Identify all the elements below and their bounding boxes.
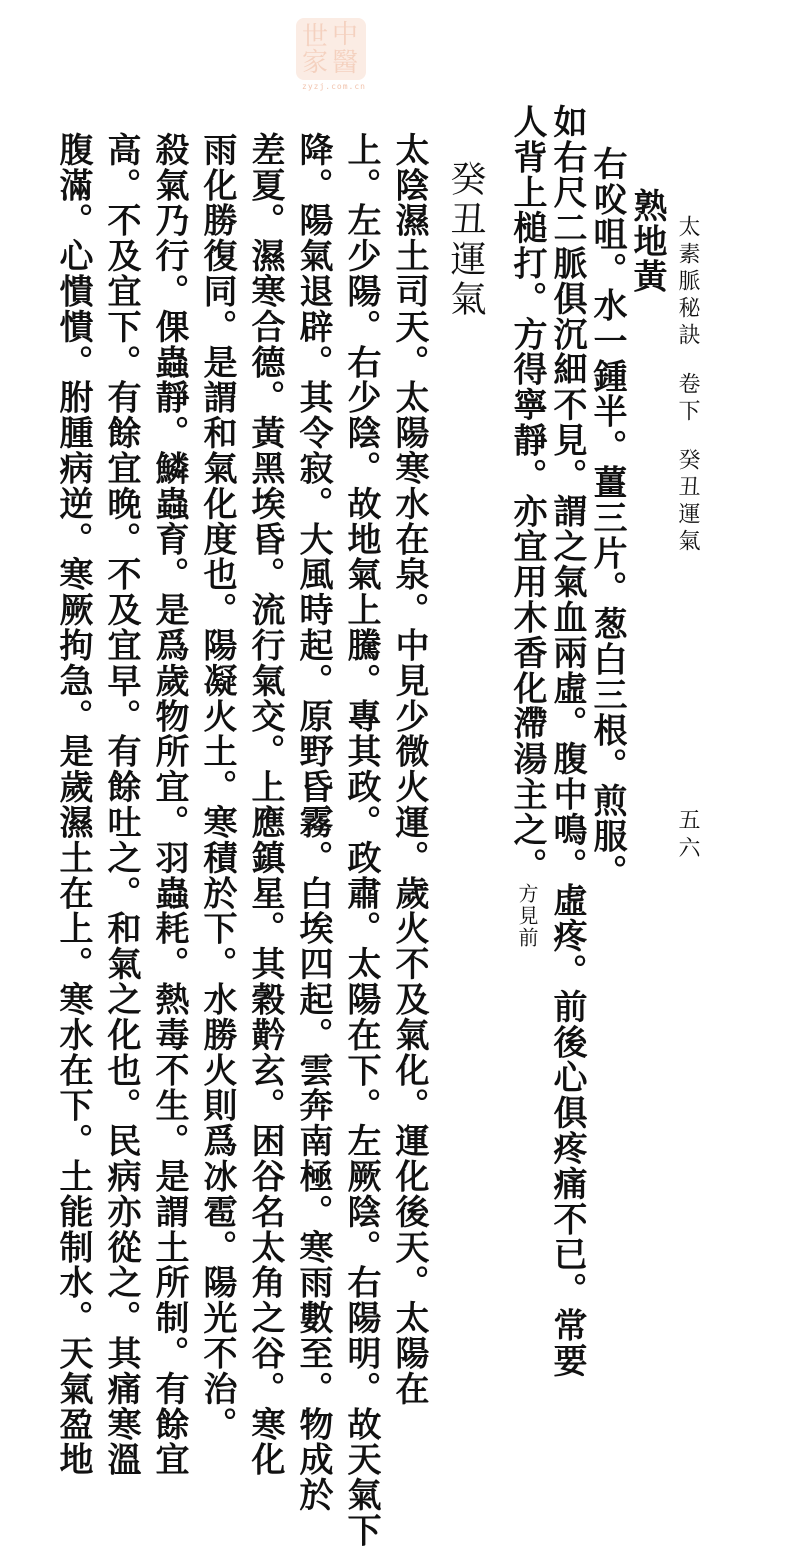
text-column-7: 上。左少陽。右少陰。故地氣上騰。專其政。政肅。太陽在下。左厥陰。右陽明。故天氣下 [341, 132, 381, 1548]
page-number: 五六 [675, 808, 700, 864]
text-column-11: 殺氣乃行。倮蟲靜。鱗蟲育。是爲歲物所宜。羽蟲耗。熱毒不生。是謂土所制。有餘宜 [149, 132, 189, 1478]
running-head [674, 215, 700, 556]
watermark-url: zyzj.com.cn [302, 82, 366, 91]
text-column-2: 右㕮咀。水一鍾半。薑三片。葱白三根。煎服。 [587, 146, 627, 890]
text-column-1: 熟地黃 [627, 188, 667, 295]
text-column-12: 高。不及宜下。有餘宜晚。不及宜早。有餘吐之。和氣之化也。民病亦從之。其痛寒溫 [101, 132, 141, 1478]
section-label: 癸丑運氣 [675, 448, 700, 556]
watermark-glyph: 世 [302, 22, 329, 52]
volume-label: 卷下 [675, 372, 700, 426]
text-column-9: 差夏。濕寒合德。黃黑埃昏。流行氣交。上應鎮星。其穀黅玄。困谷名太角之谷。寒化 [245, 132, 285, 1478]
text-column-3: 如右尺二脈俱沉細不見。謂之氣血兩虛。腹中鳴。虛疼。前後心俱疼痛不已。常要 [547, 104, 587, 1379]
section-title: 癸丑運氣 [445, 160, 486, 320]
text-column-4 [506, 104, 548, 949]
watermark-glyph: 中 [332, 20, 359, 50]
book-title: 太素脈秘訣 [675, 215, 700, 350]
text-column-6: 太陰濕土司天。太陽寒水在泉。中見少微火運。歲火不及氣化。運化後天。太陽在 [389, 132, 429, 1407]
text-column-8: 降。陽氣退辟。其令寂。大風時起。原野昏霧。白埃四起。雲奔南極。寒雨數至。物成於 [293, 132, 333, 1513]
watermark-glyph: 家 [302, 48, 329, 78]
text-column-13: 腹滿。心憒憒。胕腫病逆。寒厥拘急。是歲濕土在上。寒水在下。土能制水。天氣盈地 [53, 132, 93, 1478]
text-column-10: 雨化勝復同。是謂和氣化度也。陽凝火土。寒積於下。水勝火則爲冰雹。陽光不治。 [197, 132, 237, 1442]
watermark-seal [296, 18, 366, 80]
watermark-glyph: 醫 [332, 48, 359, 78]
column-4-text: 人背上槌打。方得寧靜。亦宜用木香化滯湯主之。 [507, 104, 547, 883]
inline-note: 方見前 [515, 882, 539, 949]
